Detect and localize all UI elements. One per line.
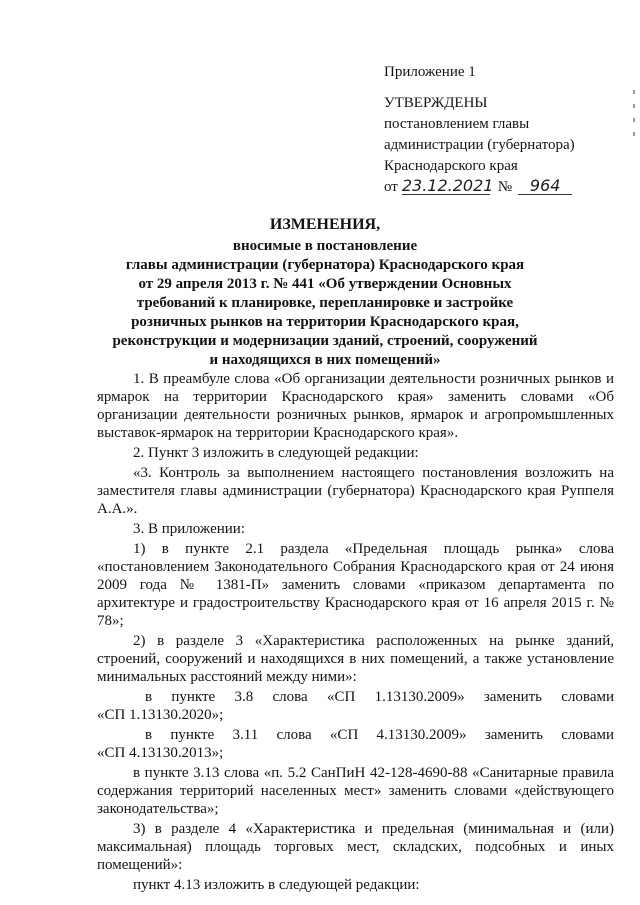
paragraph-8-line-2: «СП 4.13130.2013»; xyxy=(97,745,224,761)
handwritten-date: 23.12.2021 xyxy=(401,176,494,195)
approval-date-row xyxy=(384,177,575,198)
paragraph-11: пункт 4.13 изложить в следующей редакции: xyxy=(133,877,420,893)
appendix-label: Приложение 1 xyxy=(384,64,476,80)
paragraph-1: 1. В преамбуле слова «Об организации деятельности розничных рынков и ярмарок на территории Краснодарского края» заменить словами «Об организации деятельности розничных рынков, ярмарок и агропромышленных выставок-ярмарок на территории Краснодарского края». xyxy=(97,371,614,441)
paragraph-7-line-1: в пункте 3.8 слова «СП 1.13130.2009» заменить словами xyxy=(145,689,614,705)
heading-line: розничных рынков на территории Краснодарского края, xyxy=(131,314,519,330)
from-label: от xyxy=(384,179,398,195)
paragraph-5: 1) в пункте 2.1 раздела «Предельная площадь рынка» слова «постановлением Законодательного Собрания Краснодарского края от 24 июня 2009 года № 1381-П» заменить словами «приказом департамента по архитектуре и градостроительству Краснодарского края от 16 апреля 2015 г. № 78»; xyxy=(97,541,614,629)
heading-title: ИЗМЕНЕНИЯ, xyxy=(269,216,381,233)
approval-block xyxy=(384,62,575,198)
approval-line-1: постановлением главы xyxy=(384,116,530,132)
approval-line-3: Краснодарского края xyxy=(384,158,518,174)
approval-line-2: администрации (губернатора) xyxy=(384,137,575,153)
handwritten-number: 964 xyxy=(518,177,572,195)
paragraph-2: 2. Пункт 3 изложить в следующей редакции: xyxy=(133,445,419,461)
paragraph-4: 3. В приложении: xyxy=(133,521,245,537)
heading-line: главы администрации (губернатора) Краснодарского края xyxy=(125,257,525,273)
paragraph-9: в пункте 3.13 слова «п. 5.2 СанПиН 42-128-4690-88 «Санитарные правила содержания территорий населенных мест» заменить словами «действующего законодательства»; xyxy=(97,765,614,817)
heading-line: требований к планировке, перепланировке и застройке xyxy=(136,295,514,311)
paragraph-3: «3. Контроль за выполнением настоящего постановления возложить на заместителя главы администрации (губернатора) Краснодарского края Руппеля А.А.». xyxy=(97,465,614,517)
number-label: № xyxy=(497,179,513,195)
paragraph-8-line-1: в пункте 3.11 слова «СП 4.13130.2009» заменить словами xyxy=(145,727,614,743)
paragraph-7-line-2: «СП 1.13130.2020»; xyxy=(97,707,224,723)
paragraph-10: 3) в разделе 4 «Характеристика и предельная (минимальная и (или) максимальная) площадь торговых мест, складских, подсобных и иных помещений»: xyxy=(97,821,614,873)
approved-label: УТВЕРЖДЕНЫ xyxy=(384,95,488,111)
heading-line: и находящихся в них помещений» xyxy=(209,352,441,368)
heading-line: вносимые в постановление xyxy=(232,238,418,254)
document-heading xyxy=(90,215,560,370)
scan-edge-marks xyxy=(633,90,636,160)
heading-line: от 29 апреля 2013 г. № 441 «Об утверждении Основных xyxy=(138,276,512,292)
paragraph-6: 2) в разделе 3 «Характеристика расположенных на рынке зданий, строений, сооружений и находящихся в них помещений, а также установление минимальных расстояний между ними»: xyxy=(97,633,614,685)
document-body xyxy=(97,370,614,894)
heading-line: реконструкции и модернизации зданий, строений, сооружений xyxy=(112,333,538,349)
